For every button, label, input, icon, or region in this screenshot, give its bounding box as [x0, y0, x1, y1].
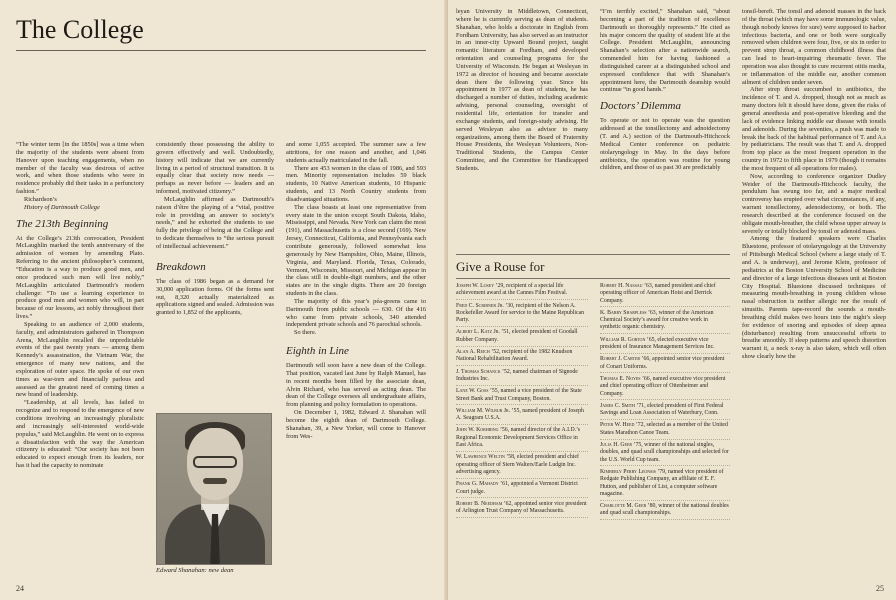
heading-213th-beginning: The 213th Beginning [16, 217, 109, 230]
paragraph: On December 1, 1982, Edward J. Shanahan will become the eighth dean of Dartmouth College. Shanahan, 39, a New Yorker, will come to Hanover from Wes- [286, 409, 426, 440]
left-column-1 [16, 141, 144, 470]
honoree-entry [456, 408, 588, 425]
heading-doctors-dilemma: Doctors’ Dilemma [600, 100, 681, 113]
honoree-name: Julia H. Geer [600, 442, 633, 449]
paragraph: “I’m terribly excited,” Shanahan said, “about becoming a part of the tradition of excellence Dartmouth so thoroughly represents.” He cited as his major concern the quality of student life at the College. President McLaughlin, announcing Shanahan’s selection after a nationwide search, commended him for having fashioned a distinguished career at a distinguished school and expressed confidence that with Shanahan’s appointment here, the Dartmouth deanship would continue “in good hands.” [600, 8, 730, 94]
honoree-name: Lane W. Goss [456, 388, 489, 395]
right-column-1 [456, 8, 588, 173]
honoree-citation: ’51, elected president of Goodall Rubber Company. [456, 329, 578, 343]
paragraph: and some 1,055 accepted. The summer saw a few attritions, for one reason and another, and 1,046 students actually matriculated in the fall. [286, 141, 426, 164]
honoree-entry [456, 427, 588, 451]
honoree-entry [600, 503, 730, 520]
paragraph: After strep throat succumbed to antibiotics, the incidence of T. and A. dropped, though not as much as many doctors felt it should have done, given the risks of general anesthesia and post-operative bleeding and the lack of evidence linking middle ear disease with tonsils and adenoids. During the seventies, a push was made to break the back of the habitual performance of T. and A.s by pediatricians. The result was that T. and A. dropped from top place as the most frequent operation in the country in 1972 to fifth place in 1979 (though it remains the most frequent of all operations for males). [742, 86, 886, 172]
honoree-citation: ’66, appointed senior vice president of Conart Uniforms. [600, 356, 725, 370]
honoree-entry [456, 501, 588, 518]
honoree-citation: ’61, appointed a Vermont District Court judge. [456, 481, 578, 495]
honoree-name: K. Barry Sharpless [600, 309, 647, 316]
honoree-name: Robert B. Needham [456, 500, 503, 507]
honoree-entry [600, 422, 730, 439]
honoree-citation: ’29, recipient of a special life achievement award at the Cannes Film Festival. [456, 283, 568, 297]
honoree-name: Frank G. Mahady [456, 481, 499, 488]
honoree-citation: ’75, winner of the national singles, doubles, and quad scull championships and selected for the U.S. World Cup team. [600, 442, 729, 463]
rouse-bottom-rule [456, 278, 730, 279]
honoree-citation: ’80, winner of the national doubles and quad scull championships. [600, 503, 729, 517]
honoree-entry [456, 329, 588, 346]
honoree-name: John W. Korhring [456, 427, 499, 434]
honoree-citation: ’55, named president of Joseph A. Seagram U.S.A. [456, 407, 584, 422]
paragraph: McLaughlin affirmed as Dartmouth’s raison d’être the playing of a “vital, positive role in providing an answer to society’s needs,” and he exhorted the students to use fully the privilege of being at the College and to dedicate themselves to “the serious pursuit of intellectual achievement.” [156, 195, 274, 250]
paragraph: The class of 1986 began as a demand for 30,000 application forms. Of the forms sent out, 8,320 actually materialized as applications signed and sealed. Admission was granted to 1,852 of the applicants, [156, 277, 274, 317]
heading-breakdown: Breakdown [156, 260, 206, 273]
page-number-right: 25 [876, 584, 884, 593]
paragraph: The majority of this year’s péa-greens came to Dartmouth from public schools — 630. Of the 416 who came from private schools, 340 attended independent private schools and 76 parochial schools. [286, 297, 426, 329]
paragraph: So there. [294, 329, 317, 337]
quote-book: History of Dartmouth College [24, 203, 100, 211]
honoree-name: Alan A. Reich [456, 349, 490, 356]
honoree-name: Robert J. Carter [600, 356, 641, 363]
honoree-entry [456, 388, 588, 405]
paragraph: At the College’s 213th convocation, President McLaughlin marked the tenth anniversary of the admission of women by amending Plato. Referring to the ancient philosopher’s comment, “Education is a way to produce good men, and once produced such men will live nobly,” McLaughlin articulated Dartmouth’s modern challenge: “To use a learning experience to produce good men and women who will, in part because of our lessons, act nobly throughout their lives.” [16, 234, 144, 321]
rouse-top-rule [456, 254, 730, 255]
honoree-entry [600, 337, 730, 354]
rouse-list-right [600, 283, 730, 523]
honoree-citation: ’79, named vice president of Redgate Publishing Company, an affiliate of E. F. Hutton, and publisher of List, a computer software magazine. [600, 468, 724, 497]
honoree-name: Albert L. Katz Jr. [456, 329, 500, 336]
honoree-name: Kimberly Perry Leonsis [600, 468, 656, 475]
honoree-citation: ’58, elected president and chief operating officer of Stern Walters/Earle Ludgin Inc. advertising agency. [456, 454, 579, 475]
honoree-entry [600, 376, 730, 400]
paragraph: leyan University in Middletown, Connecticut, where he is currently serving as dean of students. Shanahan, who holds a doctorate in English from Fordham University, has also served as an instructor in an inner-city Upward Bound project, taught romantic literature at Fordham, and developed orientation and counseling programs for the University of Wisconsin. He began at Wesleyan in 1972 as director of housing and became associate dean there the following year. Since his appointment in 1977 as dean of students, he has discharged a number of duties, including academic advising, personal counseling, oversight of residential life, orientation for transfer and exchange students, and foreign-study advising. He served Wesleyan also as advisor to many organizations, among them the Board of Fraternity House Presidents, the Wesleyan Volunteers, Non-Traditional Students, the Campus Center Committee, and the Committee for Handicapped Students. [456, 8, 588, 172]
paragraph: There are 453 women in the class of 1986, and 593 men. Minority representation includes 59 black students, 10 Native American students, 10 Hispanic students, and 13 North Country students from disadvantaged situations. [286, 164, 426, 203]
right-page [448, 0, 896, 600]
honoree-name: Robert H. Nassau [600, 283, 643, 289]
rouse-heading: Give a Rouse for [456, 259, 545, 274]
paragraph: Now, according to conference organizer Dudley Weider of the Dartmouth-Hitchcock faculty, the pendulum has swung too far, and a major medical controversy has erupted over what circumstances, if any, warrant tonsillectomy, adenoidectomy, or both. The research described at the conference focused on the obligate mouth-breather, the child whose upper airway is severely or totally blocked by tonsil or adenoid mass. [742, 172, 886, 235]
honoree-citation: ’66, named executive vice president and chief operating officer of Ottenheimer and Company. [600, 375, 726, 397]
paragraph: The class boasts at least one representative from every state in the union except South Dakota, Idaho, Mississippi, and Nevada. New York can claim the most (191), and Massachusetts is a close second (169). New Jersey, Connecticut, California, and Pennsylvania each contribute generously, followed somewhat less generously by New Hampshire, Ohio, Maine, Illinois, Virginia, and Maryland. Florida, Texas, Colorado, Vermont, Wisconsin, Missouri, and Michigan appear in the class still in double-digit numbers, and the other states are in the single digits. There are 20 foreign students in the class. [286, 203, 426, 298]
honoree-entry [456, 454, 588, 478]
honoree-citation: ’52, named chairman of Signode Industries Inc. [456, 368, 578, 382]
honoree-name: J. Thomas Schanck [456, 368, 501, 375]
paragraph: tonsil-bereft. The tonsil and adenoid masses in the back of the throat (which may have some immunologic value, though nobody knows for sure) were supposed to harbor infectious bacteria, and one or both were surgically removed when children were four, five, or six in order to prevent strep throat, a common childhood illness that can lead to heart-impairing rheumatic fever. The operation was also thought to cure recurrent otitis media, or inflammation of the middle ear, another common ailment of children under seven. [742, 8, 886, 86]
quote-author: Richardson’s [24, 195, 57, 203]
paragraph: consistently those possessing the ability to govern effectively and well. Undoubtedly, history will indicate that we are currently living in a period of structural transition. It is equally clear that society now needs — perhaps as never before — leaders and an informed, motivated citizenry.” [156, 141, 274, 196]
honoree-name: Thomas E. Noyes [600, 375, 641, 382]
honoree-entry [600, 310, 730, 334]
honoree-name: William R. Gorton [600, 336, 646, 343]
honoree-name: Peter W. Heed [600, 422, 635, 429]
honoree-name: William M. Wilbur Jr. [456, 407, 511, 414]
photo-caption: Edward Shanahan: new dean [156, 567, 234, 574]
honoree-name: Fred C. Scribner Jr. [456, 302, 504, 309]
honoree-citation: ’63, named president and chief operating officer of American Hoist and Derrick Company. [600, 283, 716, 304]
honoree-entry [456, 303, 588, 327]
right-column-3 [742, 8, 886, 361]
left-column-3 [286, 141, 426, 441]
honoree-entry [600, 469, 730, 501]
honoree-citation: ’72, selected as a member of the United States Marathon Canoe Team. [600, 422, 728, 436]
page-title: The College [16, 15, 144, 44]
honoree-entry [456, 369, 588, 386]
title-divider [16, 50, 426, 51]
honoree-citation: ’30, recipient of the Nelson A. Rockefeller Award for service to the Maine Republican Party. [456, 302, 585, 324]
honoree-name: W. Lawrence Weltin [456, 454, 505, 461]
honoree-name: Joseph W. Losey [456, 283, 495, 289]
heading-eighth-in-line: Eighth in Line [286, 345, 349, 358]
right-column-2 [600, 8, 730, 172]
honoree-entry [600, 356, 730, 373]
honoree-citation: ’63, winner of the American Chemical Society’s award for creative work in synthetic organic chemistry. [600, 309, 714, 331]
portrait-photo [156, 413, 272, 565]
honoree-citation: ’56, named director of the A.I.D.’s Regional Economic Development Services Office in East Africa. [456, 427, 580, 449]
honoree-citation: ’52, recipient of the 1982 Knudson National Rehabilitation Award. [456, 349, 573, 363]
page-number-left: 24 [16, 584, 24, 593]
honoree-citation: ’55, named a vice president of the State Street Bank and Trust Company, Boston. [456, 388, 582, 402]
paragraph: “Leadership, at all levels, has failed to recognize and to respond to the emergence of new conditions involving an increasingly pluralistic and increasingly self-interested world-wide populus,” said McLaughlin. He went on to express a dissatisfaction with the way the American citizenry is educated: “Our society has not been educated to expect enough from its leaders, nor has it had the capacity to nominate [16, 399, 144, 470]
honoree-name: Charlotte M. Geer [600, 503, 647, 510]
honoree-citation: ’62, appointed senior vice president of Arlington Trust Company of Massachusetts. [456, 500, 587, 515]
honoree-entry [600, 403, 730, 420]
honoree-entry [456, 283, 588, 300]
honoree-entry [456, 349, 588, 366]
honoree-citation: ’71, elected president of First Federal Savings and Loan Association of Waterbury, Conn. [600, 402, 724, 417]
honoree-name: James C. Smith [600, 402, 636, 409]
honoree-entry [456, 481, 588, 498]
honoree-entry [600, 283, 730, 307]
left-column-2 [156, 141, 274, 317]
paragraph: To operate or not to operate was the question addressed at the tonsillectomy and adnoidectomy (T. and A.) section of the Dartmouth-Hitchcock Medical Center conference on pediatric otolaryngology in May. In the days before antibiotics, the operation was routine for young children, and those of us past 30 are predictably [600, 117, 730, 172]
paragraph: Speaking to an audience of 2,000 students, faculty, and administrators gathered in Thompson Arena, McLaughlin recalled the unpredictable events of the past twenty years — among them Kennedy’s assassination, the Vietnam War, the emergence of many new nations, and the exploration of outer space. He spoke of our own times as war-torn and financially parlous and assessed as the greatest need of coming times a new brand of leadership. [16, 320, 144, 399]
honoree-citation: ’65, elected executive vice president of Insurance Management Services Inc. [600, 336, 715, 351]
rouse-list-left [456, 283, 588, 520]
paragraph: Among the featured speakers were Charles Bluestone, professor of otolaryngology at the University of Pittsburgh Medical School (where a large study of T. and A. is underway), and Jerome Klein, professor of pediatrics at the Boston University School of Medicine and director of a large infectious diseases unit at Boston City Hospital. Bluestone discussed techniques of measuring mouth-breathing in young children whose nasal obstruction is neither allergic nor the result of sinusitis. Parents tape-record the sounds a mouth-breathing child makes two hours into the night’s sleep for evidence of snoring and episodes of sleep apnea (disturbance) resulting from unsuccessful efforts to breathe smoothly. If sleep patterns and speech distortion warrant it, a neck x-ray is also taken, which will often show clearly how the [742, 235, 886, 361]
opening-quote: “The winter term [in the 1850s] was a time when the majority of the students were absent from Hanover upon teaching engagements, when no member of the faculty was desirous of active work, and when those students who were in residence probably did their tasks in a perfunctory fashion.” [16, 141, 144, 196]
paragraph: Dartmouth will soon have a new dean of the College. That position, vacated last June by Ralph Manuel, has in recent months been filled by the associate dean, Alvin Richard, who has served as acting dean. The dean of the College oversees all undergraduate affairs, from planning and policy formulation to operations. [286, 362, 426, 409]
honoree-entry [600, 442, 730, 466]
